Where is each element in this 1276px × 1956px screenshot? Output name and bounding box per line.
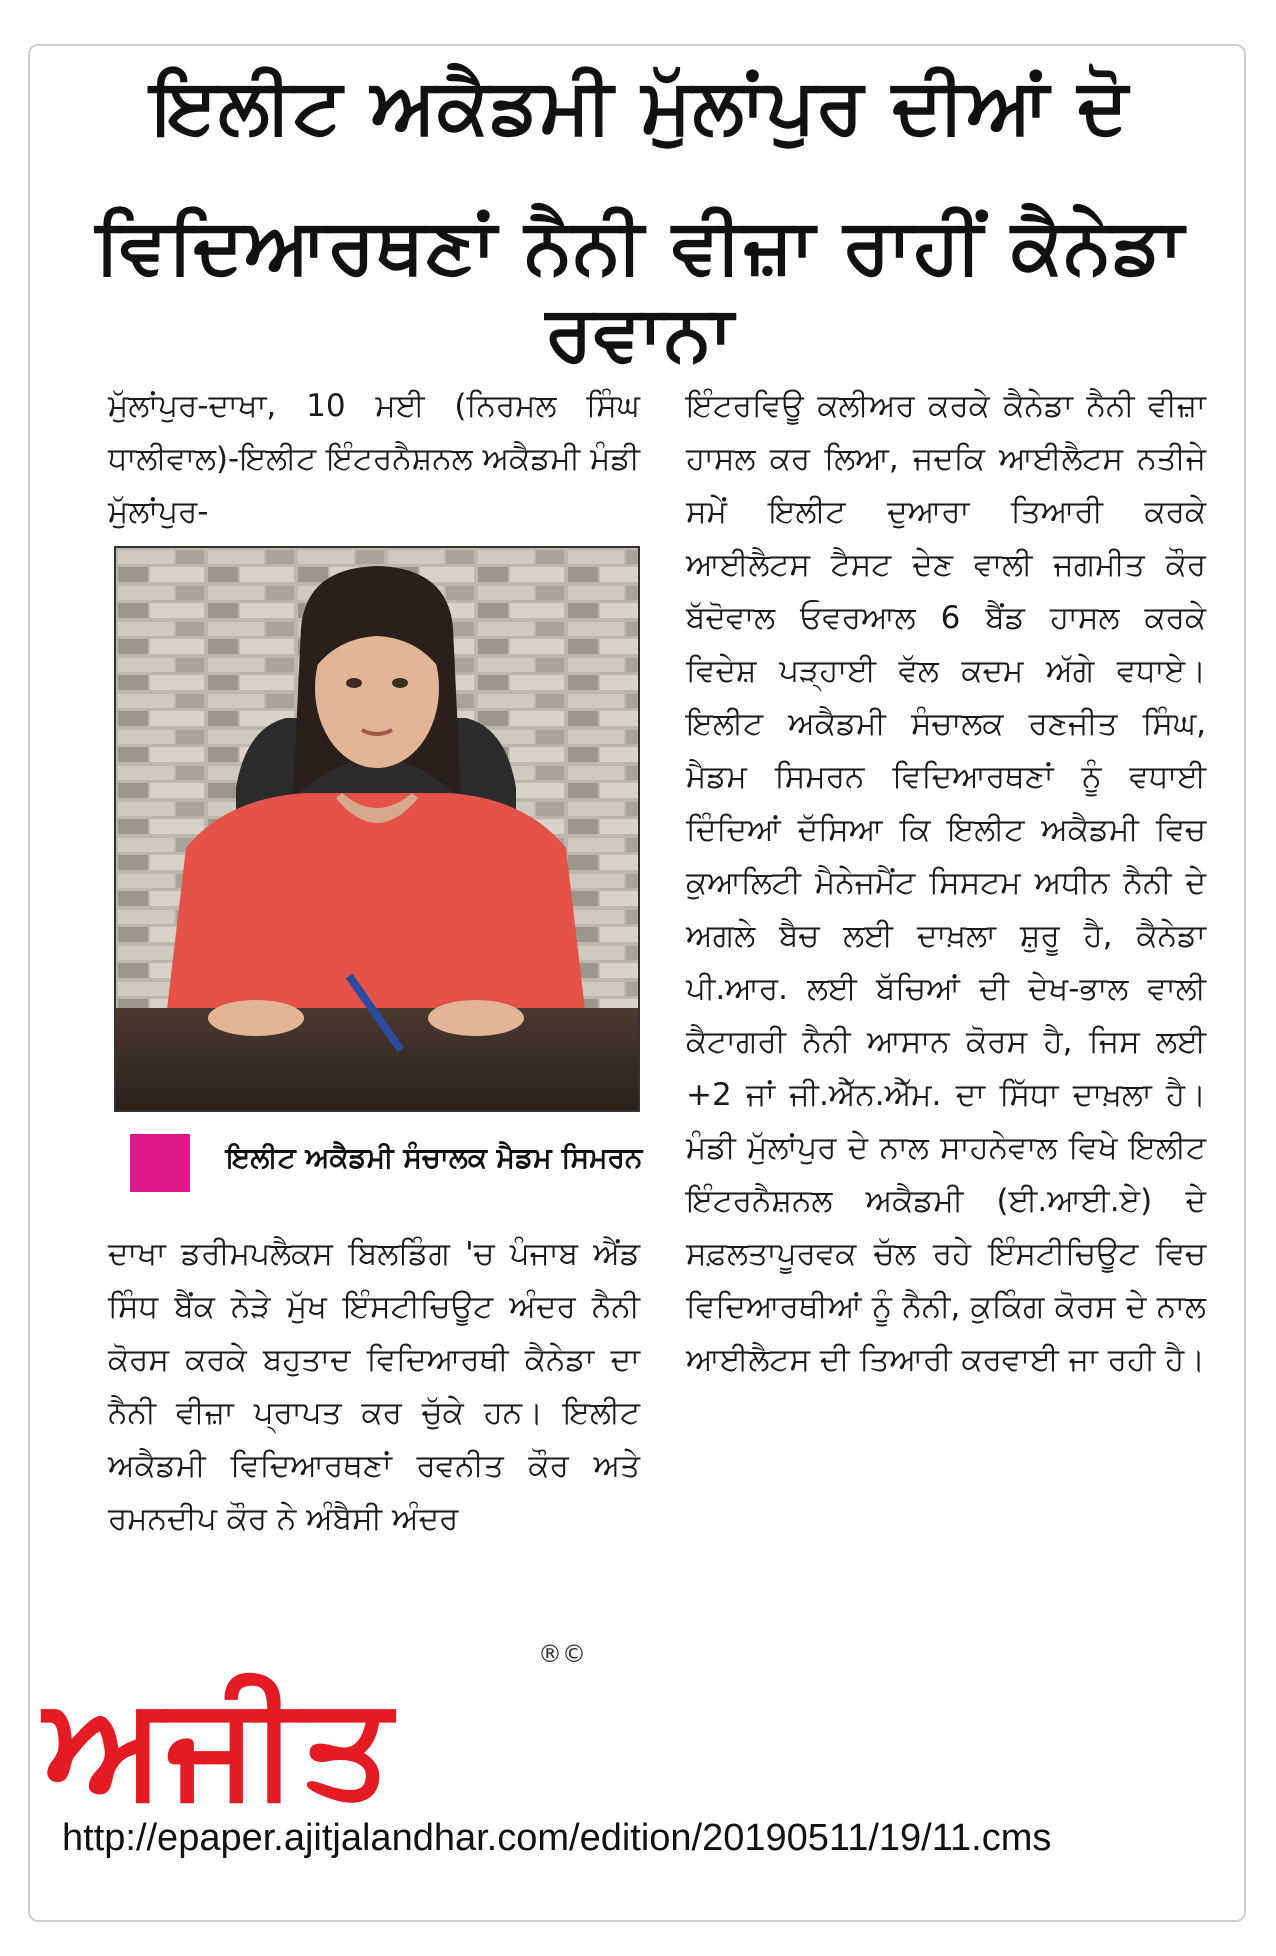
article-text-left-top: ਮੁੱਲਾਂਪੁਰ-ਦਾਖਾ, 10 ਮਈ (ਨਿਰਮਲ ਸਿੰਘ ਧਾਲੀਵਾਲ)-ਇਲੀਟ ਇੰਟਰਨੈਸ਼ਨਲ ਅਕੈਡਮੀ ਮੰਡੀ ਮੁੱਲਾਂਪੁਰ- bbox=[108, 388, 640, 530]
article-text-right: ਇੰਟਰਵਿਊ ਕਲੀਅਰ ਕਰਕੇ ਕੈਨੇਡਾ ਨੈਨੀ ਵੀਜ਼ਾ ਹਾਸਲ ਕਰ ਲਿਆ, ਜਦਕਿ ਆਈਲੈਟਸ ਨਤੀਜੇ ਸਮੇਂ ਇਲੀਟ ਦੁਆਰਾ ਤਿਆਰੀ ਕਰਕੇ ਆਈਲੈਟਸ ਟੈਸਟ ਦੇਣ ਵਾਲੀ ਜਗਮੀਤ ਕੌਰ ਬੱਦੋਵਾਲ ਓਵਰਆਲ 6 ਬੈਂਡ ਹਾਸਲ ਕਰਕੇ ਵਿਦੇਸ਼ ਪੜ੍ਹਾਈ ਵੱਲ ਕਦਮ ਅੱਗੇ ਵਧਾਏ। ਇਲੀਟ ਅਕੈਡਮੀ ਸੰਚਾਲਕ ਰਣਜੀਤ ਸਿੰਘ, ਮੈਡਮ ਸਿਮਰਨ ਵਿਦਿਆਰਥਣਾਂ ਨੂੰ ਵਧਾਈ ਦਿੰਦਿਆਂ ਦੱਸਿਆ ਕਿ ਇਲੀਟ ਅਕੈਡਮੀ ਵਿਚ ਕੁਆਲਿਟੀ ਮੈਨੇਜਮੈਂਟ ਸਿਸਟਮ ਅਧੀਨ ਨੈਨੀ ਦੇ ਅਗਲੇ ਬੈਚ ਲਈ ਦਾਖ਼ਲਾ ਸ਼ੁਰੂ ਹੈ, ਕੈਨੇਡਾ ਪੀ.ਆਰ. ਲਈ ਬੱਚਿਆਂ ਦੀ ਦੇਖ-ਭਾਲ ਵਾਲੀ ਕੈਟਾਗਰੀ ਨੈਨੀ ਆਸਾਨ ਕੋਰਸ ਹੈ, ਜਿਸ ਲਈ +2 ਜਾਂ ਜੀ.ਐੱਨ.ਐੱਮ. ਦਾ ਸਿੱਧਾ ਦਾਖ਼ਲਾ ਹੈ। ਮੰਡੀ ਮੁੱਲਾਂਪੁਰ ਦੇ ਨਾਲ ਸਾਹਨੇਵਾਲ ਵਿਖੇ ਇਲੀਟ ਇੰਟਰਨੈਸ਼ਨਲ ਅਕੈਡਮੀ (ਈ.ਆਈ.ਏ) ਦੇ ਸਫ਼ਲਤਾਪੂਰਵਕ ਚੱਲ ਰਹੇ ਇੰਸਟੀਚਿਊਟ ਵਿਚ ਵਿਦਿਆਰਥੀਆਂ ਨੂੰ ਨੈਨੀ, ਕੁਕਿੰਗ ਕੋਰਸ ਦੇ ਨਾਲ ਆਈਲੈਟਸ ਦੀ ਤਿਆਰੀ ਕਰਵਾਈ ਜਾ ਰਹੀ ਹੈ। bbox=[686, 388, 1206, 1378]
source-url: http://epaper.ajitjalandhar.com/edition/20190511/19/11.cms bbox=[62, 1817, 1052, 1859]
article-text-left-bottom: ਦਾਖਾ ਡਰੀਮਪਲੈਕਸ ਬਿਲਡਿੰਗ 'ਚ ਪੰਜਾਬ ਐਂਡ ਸਿੰਧ ਬੈਂਕ ਨੇੜੇ ਮੁੱਖ ਇੰਸਟੀਚਿਊਟ ਅੰਦਰ ਨੈਨੀ ਕੋਰਸ ਕਰਕੇ ਬਹੁਤਾਦ ਵਿਦਿਆਰਥੀ ਕੈਨੇਡਾ ਦਾ ਨੈਨੀ ਵੀਜ਼ਾ ਪ੍ਰਾਪਤ ਕਰ ਚੁੱਕੇ ਹਨ। ਇਲੀਟ ਅਕੈਡਮੀ ਵਿਦਿਆਰਥਣਾਂ ਰਵਨੀਤ ਕੌਰ ਅਤੇ ਰਮਨਦੀਪ ਕੌਰ ਨੇ ਅੰਬੈਸੀ ਅੰਦਰ bbox=[108, 1236, 640, 1537]
article-column-left-top bbox=[108, 380, 640, 540]
logo-registered-marks: ®© bbox=[538, 1640, 586, 1668]
photo-caption bbox=[130, 1128, 643, 1190]
article-photo bbox=[114, 546, 640, 1112]
headline-line-2: ਵਿਦਿਆਰਥਣਾਂ ਨੈਨੀ ਵੀਜ਼ਾ ਰਾਹੀਂ ਕੈਨੇਡਾ ਰਵਾਨਾ bbox=[95, 201, 1185, 378]
portrait-photo bbox=[116, 548, 638, 1110]
caption-text: ਇਲੀਟ ਅਕੈਡਮੀ ਸੰਚਾਲਕ ਮੈਡਮ ਸਿਮਰਨ bbox=[226, 1141, 643, 1174]
newspaper-logo: ਅਜੀਤ bbox=[44, 1665, 394, 1828]
headline-line-1: ਇਲੀਟ ਅਕੈਡਮੀ ਮੁੱਲਾਂਪੁਰ ਦੀਆਂ ਦੋ bbox=[151, 61, 1129, 150]
article-column-right bbox=[686, 380, 1206, 1640]
caption-marker bbox=[130, 1134, 190, 1192]
article-column-left-bottom bbox=[108, 1228, 640, 1618]
